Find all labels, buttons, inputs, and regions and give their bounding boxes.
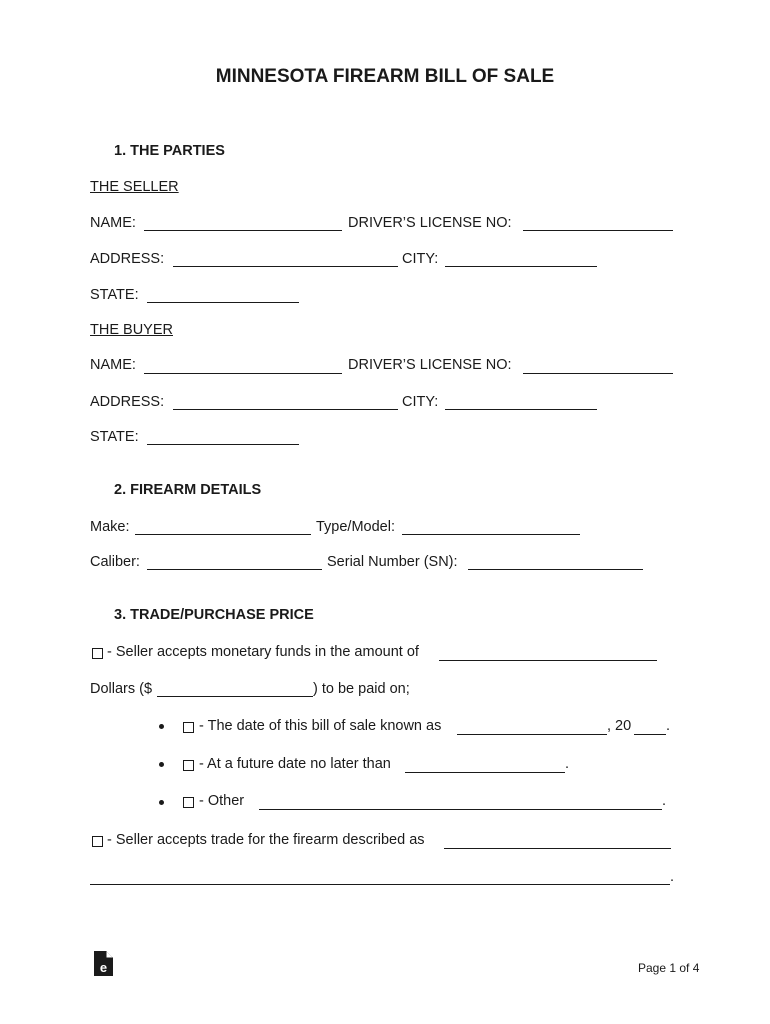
option2-date-field[interactable] bbox=[405, 772, 565, 773]
serial-number-field[interactable] bbox=[468, 569, 643, 570]
seller-state-label: STATE: bbox=[90, 287, 139, 303]
buyer-license-field[interactable] bbox=[523, 373, 673, 374]
seller-license-label: DRIVER’S LICENSE NO: bbox=[348, 215, 512, 231]
page-number: Page 1 of 4 bbox=[638, 961, 700, 975]
option2-checkbox[interactable] bbox=[183, 760, 194, 771]
section-heading-trade-purchase-price: 3. TRADE/PURCHASE PRICE bbox=[114, 607, 314, 623]
option3-other-field[interactable] bbox=[259, 809, 662, 810]
monetary-checkbox[interactable] bbox=[92, 648, 103, 659]
bullet-dot bbox=[159, 762, 164, 767]
option3-checkbox[interactable] bbox=[183, 797, 194, 808]
caliber-field[interactable] bbox=[147, 569, 322, 570]
buyer-heading: THE BUYER bbox=[90, 322, 173, 338]
option3-period: . bbox=[662, 793, 667, 809]
seller-license-field[interactable] bbox=[523, 230, 673, 231]
buyer-state-label: STATE: bbox=[90, 429, 139, 445]
caliber-label: Caliber: bbox=[90, 554, 140, 570]
type-model-label: Type/Model: bbox=[316, 519, 395, 535]
buyer-name-label: NAME: bbox=[90, 357, 136, 373]
seller-city-field[interactable] bbox=[445, 266, 597, 267]
trade-checkbox[interactable] bbox=[92, 836, 103, 847]
page-title: MINNESOTA FIREARM BILL OF SALE bbox=[215, 66, 555, 87]
svg-text:e: e bbox=[99, 960, 108, 975]
type-model-field[interactable] bbox=[402, 534, 580, 535]
buyer-address-field[interactable] bbox=[173, 409, 398, 410]
seller-address-field[interactable] bbox=[173, 266, 398, 267]
option3-text: - Other bbox=[199, 793, 245, 809]
section-heading-firearm-details: 2. FIREARM DETAILS bbox=[114, 482, 262, 498]
option1-text: - The date of this bill of sale known as bbox=[199, 718, 442, 734]
seller-name-label: NAME: bbox=[90, 215, 136, 231]
option1-date-field[interactable] bbox=[457, 734, 607, 735]
buyer-address-label: ADDRESS: bbox=[90, 394, 165, 410]
seller-state-field[interactable] bbox=[147, 302, 299, 303]
make-label: Make: bbox=[90, 519, 130, 535]
bullet-dot bbox=[159, 800, 164, 805]
buyer-city-field[interactable] bbox=[445, 409, 597, 410]
trade-description-field[interactable] bbox=[444, 848, 671, 849]
dollars-amount-field[interactable] bbox=[157, 696, 313, 697]
trade-period: . bbox=[670, 869, 675, 885]
bullet-dot bbox=[159, 724, 164, 729]
seller-name-field[interactable] bbox=[144, 230, 342, 231]
option1-period: . bbox=[666, 718, 671, 734]
trade-description-field-2[interactable] bbox=[90, 884, 670, 885]
option1-year-field[interactable] bbox=[634, 734, 666, 735]
eforms-logo-icon bbox=[94, 951, 113, 976]
trade-text: - Seller accepts trade for the firearm described as bbox=[107, 832, 425, 848]
buyer-name-field[interactable] bbox=[144, 373, 342, 374]
dollars-prefix: Dollars ($ bbox=[90, 681, 153, 697]
buyer-license-label: DRIVER’S LICENSE NO: bbox=[348, 357, 512, 373]
seller-heading: THE SELLER bbox=[90, 179, 179, 195]
seller-city-label: CITY: bbox=[402, 251, 439, 267]
option1-year-label: , 20 bbox=[607, 718, 632, 734]
monetary-text: - Seller accepts monetary funds in the amount of bbox=[107, 644, 419, 660]
dollars-suffix: ) to be paid on; bbox=[313, 681, 410, 697]
option2-period: . bbox=[565, 756, 570, 772]
serial-number-label: Serial Number (SN): bbox=[327, 554, 458, 570]
monetary-amount-field[interactable] bbox=[439, 660, 657, 661]
option1-checkbox[interactable] bbox=[183, 722, 194, 733]
buyer-city-label: CITY: bbox=[402, 394, 439, 410]
make-field[interactable] bbox=[135, 534, 311, 535]
seller-address-label: ADDRESS: bbox=[90, 251, 165, 267]
section-heading-parties: 1. THE PARTIES bbox=[114, 143, 225, 159]
buyer-state-field[interactable] bbox=[147, 444, 299, 445]
option2-text: - At a future date no later than bbox=[199, 756, 391, 772]
